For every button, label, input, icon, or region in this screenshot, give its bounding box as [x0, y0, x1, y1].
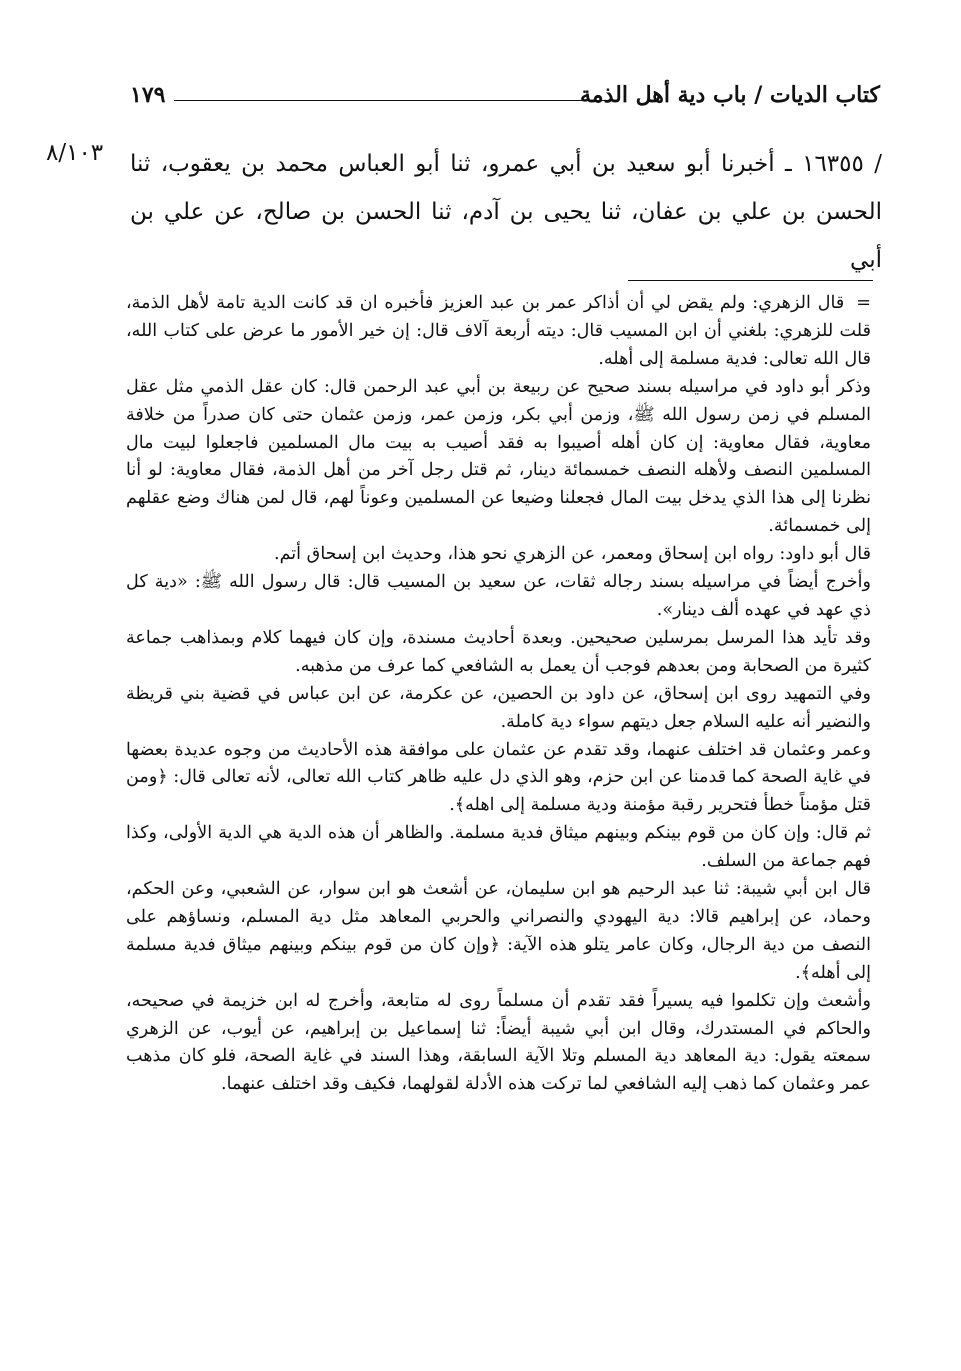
- header-rule: [174, 100, 618, 101]
- footnote-paragraph: وعمر وعثمان قد اختلف عنهما، وقد تقدم عن عثمان على موافقة هذه الأحاديث من وجوه عديدة بعضها في غاية الصحة كما قدمنا عن ابن حزم، وهو الذي دل عليه ظاهر كتاب الله تعالى، لأنه تعالى قال: ﴿ومن قتل مؤمناً خطأ فتحرير رقبة مؤمنة ودية مسلمة إلى اهله﴾.: [126, 739, 871, 816]
- footnote-paragraph: قال أبو داود: رواه ابن إسحاق ومعمر، عن الزهري نحو هذا، وحديث ابن إسحاق أتم.: [273, 544, 871, 565]
- footnote-paragraph: قال ابن أبي شيبة: ثنا عبد الرحيم هو ابن سليمان، عن أشعث هو ابن سوار، عن الشعبي، وعن الحكم، وحماد، عن إبراهيم قالا: دية اليهودي والنصراني والحربي المعاهد مثل دية المسلم، ونساؤهم على النصف من دية الرجال، وكان عامر يتلو هذه الآية: ﴿وإن كان من قوم بينكم وبينهم ميثاق فدية مسلمة إلى أهله﴾.: [126, 879, 871, 983]
- footnote-text: قال الزهري: ولم يقض لي أن أذاكر عمر بن عبد العزيز فأخبره ان قد كانت الدية تامة لأهل الذمة، قلت للزهري: بلغني أن ابن المسيب قال: ديته أربعة آلاف قال: إن خير الأمور ما عرض على كتاب الله، قال الله تعالى: فدية مسلمة إلى أهله.: [126, 293, 871, 369]
- volume-page-reference: ٨/١٠٣: [46, 140, 104, 166]
- footnote-paragraph: [126, 290, 871, 374]
- footnote-paragraph: وفي التمهيد روى ابن إسحاق، عن داود بن الحصين، عن عكرمة، عن ابن عباس في قضية بني قريظة والنضير أنه عليه السلام جعل ديتهم سواء دية كاملة.: [126, 683, 871, 732]
- footnote-paragraph: وقد تأيد هذا المرسل بمرسلين صحيحين. وبعدة أحاديث مسندة، وإن كان فيهما كلام وبمذاهب جماعة كثيرة من الصحابة ومن بعدهم فوجب أن يعمل به الشافعي كما عرف من مذهبه.: [126, 627, 871, 676]
- footnotes: [126, 290, 871, 1099]
- footnote-paragraph: وذكر أبو داود في مراسيله بسند صحيح عن ربيعة بن أبي عبد الرحمن قال: كان عقل الذمي مثل عقل المسلم في زمن رسول الله ﷺ، وزمن أبي بكر، وزمن عمر، وزمن عثمان حتى كان صدراً من خلافة معاوية، فقال معاوية: إن كان أهله أصيبوا به فقد أصيب به بيت مال المسلمين فاجعلوا لبيت مال المسلمين النصف ولأهله النصف خمسمائة دينار، ثم قتل رجل آخر من أهل الذمة، فقال معاوية: لو أنا نظرنا إلى هذا الذي يدخل بيت المال فجعلنا وضيعا عن المسلمين وعوناً لهم، قال لمن هناك وضع عقلهم إلى خمسمائة.: [126, 376, 871, 537]
- main-text: [130, 140, 882, 284]
- footnote-paragraph: ثم قال: وإن كان من قوم بينكم وبينهم ميثاق فدية مسلمة. والظاهر أن هذه الدية هي الدية الأولى، وكذا فهم جماعة من السلف.: [126, 823, 871, 872]
- footnote-paragraph: وأخرج أيضاً في مراسيله بسند رجاله ثقات، عن سعيد بن المسيب قال: قال رسول الله ﷺ: «دية كل ذي عهد في عهده ألف دينار».: [126, 572, 871, 620]
- page-header: [130, 82, 880, 116]
- running-title: كتاب الديات / باب دية أهل الذمة: [580, 82, 880, 108]
- footnote-paragraph: وأشعث وإن تكلموا فيه يسيراً فقد تقدم أن مسلماً روى له متابعة، وأخرج له ابن خزيمة في صحيحه، والحاكم في المستدرك، وقال ابن أبي شيبة أيضاً: ثنا إسماعيل بن إبراهيم، عن أيوب، عن الزهري سمعته يقول: دية المعاهد دية المسلم وتلا الآية السابقة، وهذا السند في غاية الصحة، فلو كان مذهب عمر وعثمان كما ذهب إليه الشافعي لما تركت هذه الأدلة لقولهما، فكيف وقد اختلف عنهما.: [126, 990, 871, 1095]
- page-number: ١٧٩: [130, 82, 166, 108]
- main-paragraph: / ١٦٣٥٥ ـ أخبرنا أبو سعيد بن أبي عمرو، ثنا أبو العباس محمد بن يعقوب، ثنا الحسن بن علي بن عفان، ثنا يحيى بن آدم، ثنا الحسن بن صالح، عن علي بن أبي: [130, 151, 882, 273]
- footnote-separator: [628, 280, 873, 281]
- continuation-mark: =: [856, 293, 871, 313]
